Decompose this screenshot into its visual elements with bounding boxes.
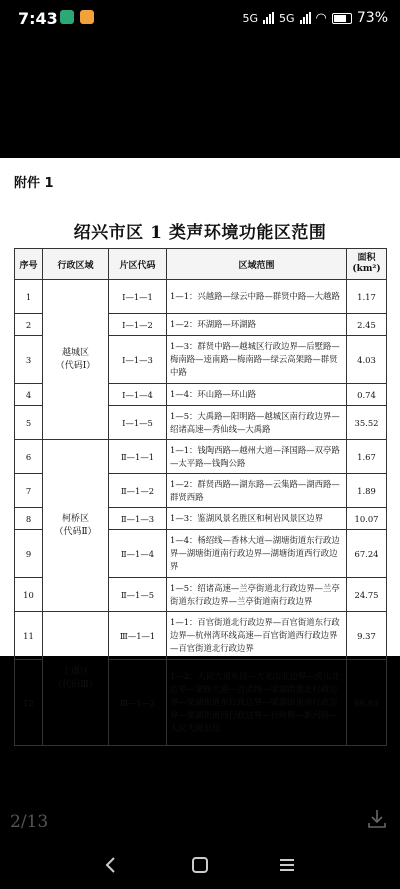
row-area: 1—3：鉴湖风景名胜区和柯岩风景区边界 (167, 508, 347, 530)
row-code: Ⅱ—1—2 (109, 474, 167, 508)
row-code: Ⅲ—1—2 (109, 660, 167, 746)
battery-percent: 73% (356, 10, 388, 26)
row-no: 4 (15, 384, 43, 406)
battery-icon (332, 13, 352, 24)
row-no: 1 (15, 280, 43, 314)
zone-table (14, 248, 387, 746)
row-size: 4.03 (347, 336, 387, 384)
attachment-label: 附件 1 (14, 176, 54, 191)
row-area: 1—1：钱陶西路—越州大道—泽国路—双亭路—太平路—钱陶公路 (167, 440, 347, 474)
row-size: 24.75 (347, 578, 387, 612)
row-size: 35.52 (347, 406, 387, 440)
row-no: 7 (15, 474, 43, 508)
header-code: 片区代码 (109, 249, 167, 280)
row-size: 0.74 (347, 384, 387, 406)
header-district: 行政区域 (43, 249, 109, 280)
table-row (15, 612, 387, 660)
row-code: Ⅱ—1—3 (109, 508, 167, 530)
home-icon[interactable] (189, 854, 211, 876)
row-no: 3 (15, 336, 43, 384)
document-page[interactable] (0, 158, 400, 733)
row-size: 2.45 (347, 314, 387, 336)
network-type-2: 5G (278, 11, 295, 25)
row-area: 1—4：杨绍线—香林大道—湖塘街道东行政边界—湖塘街道南行政边界—湖塘街道西行政边界 (167, 530, 347, 578)
table-row (15, 280, 387, 314)
row-size: 1.89 (347, 474, 387, 508)
document-title: 绍兴市区 1 类声环境功能区范围 (73, 223, 327, 243)
row-no: 11 (15, 612, 43, 660)
row-code: Ⅰ—1—4 (109, 384, 167, 406)
row-area: 1—2：人民大道东段—大龙山北边界—虎山北边界—梁衙大道—百武线—梁湖街道北行政边界—梁湖街道东行政边界—梁湖街道南行政边界—梁湖街道西行政边界—百岭路—新河路—人民大道东段 (167, 660, 347, 746)
district-yuecheng: 越城区 （代码Ⅰ） (43, 280, 109, 440)
row-no: 2 (15, 314, 43, 336)
row-no: 9 (15, 530, 43, 578)
table-row (15, 440, 387, 474)
row-code: Ⅱ—1—1 (109, 440, 167, 474)
signal-icon (263, 12, 274, 24)
row-size: 1.67 (347, 440, 387, 474)
home-app-icon (60, 10, 74, 24)
notification-icons (60, 10, 94, 24)
row-code: Ⅰ—1—5 (109, 406, 167, 440)
row-size: 9.37 (347, 612, 387, 660)
row-area: 1—5：绍诸高速—兰亭街道北行政边界—兰亭街道东行政边界—兰亭街道南行政边界 (167, 578, 347, 612)
row-size: 1.17 (347, 280, 387, 314)
row-area: 1—3：群贤中路—越城区行政边界—后墅路—梅南路—逵南路—梅南路—绿云高架路—群贤中路 (167, 336, 347, 384)
row-area: 1—1：百官街道北行政边界—百官街道东行政边界—杭州湾环线高速—百官街道西行政边界—百官街道北行政边界 (167, 612, 347, 660)
row-area: 1—4：环山路—环山路 (167, 384, 347, 406)
row-no: 12 (15, 660, 43, 746)
row-area: 1—5：大禹路—阳明路—越城区南行政边界—绍诸高速—秀仙线—大禹路 (167, 406, 347, 440)
row-area: 1—1：兴越路—绿云中路—群贤中路—大越路 (167, 280, 347, 314)
district-keqiao: 柯桥区 （代码Ⅱ） (43, 440, 109, 612)
header-area: 区域范围 (167, 249, 347, 280)
table-header-row (15, 249, 387, 280)
signal-icon-2 (300, 12, 311, 24)
row-code: Ⅰ—1—1 (109, 280, 167, 314)
district-shangyu: 上虞区 （代码Ⅲ） (43, 612, 109, 746)
row-size: 67.24 (347, 530, 387, 578)
header-no: 序号 (15, 249, 43, 280)
row-no: 8 (15, 508, 43, 530)
row-no: 6 (15, 440, 43, 474)
row-code: Ⅰ—1—3 (109, 336, 167, 384)
row-no: 10 (15, 578, 43, 612)
network-type-1: 5G (242, 11, 258, 25)
row-size: 10.07 (347, 508, 387, 530)
back-icon[interactable] (100, 854, 122, 876)
row-size: 66.83 (347, 660, 387, 746)
clock: 7:43 (18, 9, 58, 28)
row-area: 1—2：群贤西路—湖东路—云集路—湖西路—群贤西路 (167, 474, 347, 508)
row-code: Ⅲ—1—1 (109, 612, 167, 660)
system-status (242, 10, 388, 26)
download-icon[interactable] (366, 808, 388, 830)
row-no: 5 (15, 406, 43, 440)
row-code: Ⅱ—1—4 (109, 530, 167, 578)
navigation-bar (0, 842, 400, 889)
menu-icon[interactable] (276, 854, 298, 876)
notes-app-icon (80, 10, 94, 24)
wifi-icon: ◠ (315, 10, 327, 26)
page-indicator: 2/13 (10, 812, 49, 832)
row-code: Ⅱ—1—5 (109, 578, 167, 612)
row-area: 1—2：环湖路—环湖路 (167, 314, 347, 336)
row-code: Ⅰ—1—2 (109, 314, 167, 336)
header-size: 面积 (km²) (347, 249, 387, 280)
status-bar (0, 0, 400, 40)
